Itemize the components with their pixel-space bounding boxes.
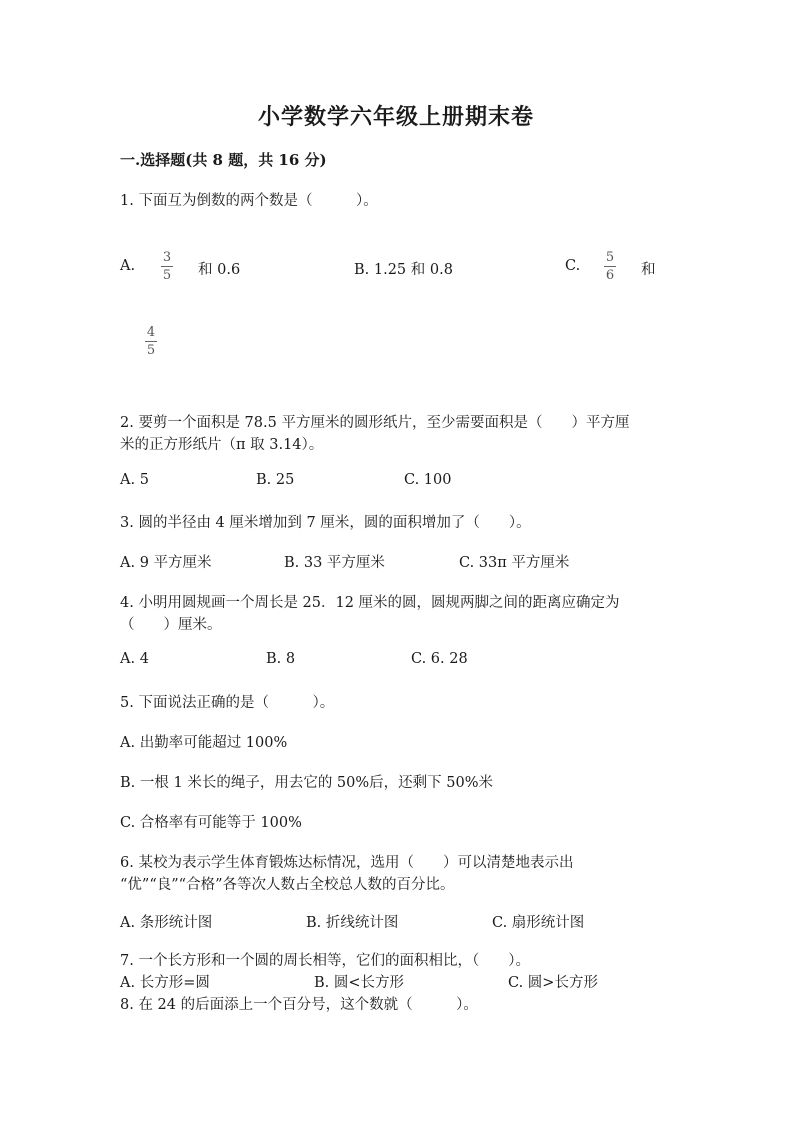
q2-stem-line2: 米的正方形纸片（π 取 3.14）。	[120, 437, 324, 453]
fraction-numerator: 3	[162, 250, 172, 265]
q5-option-a: A. 出勤率可能超过 100%	[120, 735, 288, 751]
q3-option-a: A. 9 平方厘米	[120, 555, 212, 571]
q4-stem-line1: 4. 小明用圆规画一个周长是 25．12 厘米的圆，圆规两脚之间的距离应确定为	[120, 595, 620, 611]
q6-option-a: A. 条形统计图	[120, 915, 213, 931]
q5-option-b: B. 一根 1 米长的绳子，用去它的 50%后，还剩下 50%米	[120, 775, 493, 791]
q2-option-a: A. 5	[120, 472, 149, 488]
q4-option-c: C. 6. 28	[411, 651, 468, 667]
fraction-denominator: 5	[146, 343, 156, 358]
exam-title: 小学数学六年级上册期末卷	[258, 104, 535, 130]
q7-option-b: B. 圆<长方形	[314, 975, 405, 991]
q8-stem: 8. 在 24 的后面添上一个百分号，这个数就（ ）。	[120, 997, 478, 1013]
q2-option-c: C. 100	[404, 472, 452, 488]
q7-option-a: A. 长方形=圆	[120, 975, 210, 991]
fraction-denominator: 5	[162, 268, 172, 283]
q1-option-b: B. 1.25 和 0.8	[354, 262, 453, 278]
q1-option-a-text: 和 0.6	[198, 262, 241, 278]
q6-stem-line2: “优”“良”“合格”各等次人数占全校总人数的百分比。	[120, 877, 455, 893]
q3-stem: 3. 圆的半径由 4 厘米增加到 7 厘米，圆的面积增加了（ ）。	[120, 515, 531, 531]
fraction-bar	[145, 341, 157, 342]
q7-stem: 7. 一个长方形和一个圆的周长相等，它们的面积相比，（ ）。	[120, 953, 530, 969]
q5-stem: 5. 下面说法正确的是（ ）。	[120, 695, 335, 711]
q1-option-a-fraction	[156, 250, 178, 283]
q1-option-c-label: C.	[565, 258, 581, 274]
q4-option-a: A. 4	[120, 651, 149, 667]
fraction-bar	[604, 266, 616, 267]
q2-option-b: B. 25	[256, 472, 295, 488]
fraction-denominator: 6	[605, 268, 615, 283]
section-heading: 一.选择题(共 8 题，共 16 分)	[120, 151, 327, 169]
q6-option-b: B. 折线统计图	[306, 915, 399, 931]
q7-option-c: C. 圆>长方形	[508, 975, 598, 991]
q4-option-b: B. 8	[266, 651, 296, 667]
fraction-numerator: 4	[146, 325, 156, 340]
q1-option-a-label: A.	[120, 258, 136, 274]
fraction-numerator: 5	[605, 250, 615, 265]
fraction-bar	[161, 266, 173, 267]
q1-stem: 1. 下面互为倒数的两个数是（ ）。	[120, 193, 378, 209]
q5-option-c: C. 合格率有可能等于 100%	[120, 815, 302, 831]
q6-option-c: C. 扇形统计图	[492, 915, 585, 931]
q1-option-c-fraction-1	[599, 250, 621, 283]
q1-option-c-and: 和	[641, 262, 656, 278]
q1-option-c-fraction-2	[140, 325, 162, 358]
q4-stem-line2: （ ）厘米。	[120, 617, 222, 633]
q2-stem-line1: 2. 要剪一个面积是 78.5 平方厘米的圆形纸片，至少需要面积是（ ）平方厘	[120, 415, 630, 431]
q6-stem-line1: 6. 某校为表示学生体育锻炼达标情况，选用（ ）可以清楚地表示出	[120, 855, 574, 871]
q3-option-c: C. 33π 平方厘米	[459, 555, 570, 571]
q3-option-b: B. 33 平方厘米	[284, 555, 385, 571]
